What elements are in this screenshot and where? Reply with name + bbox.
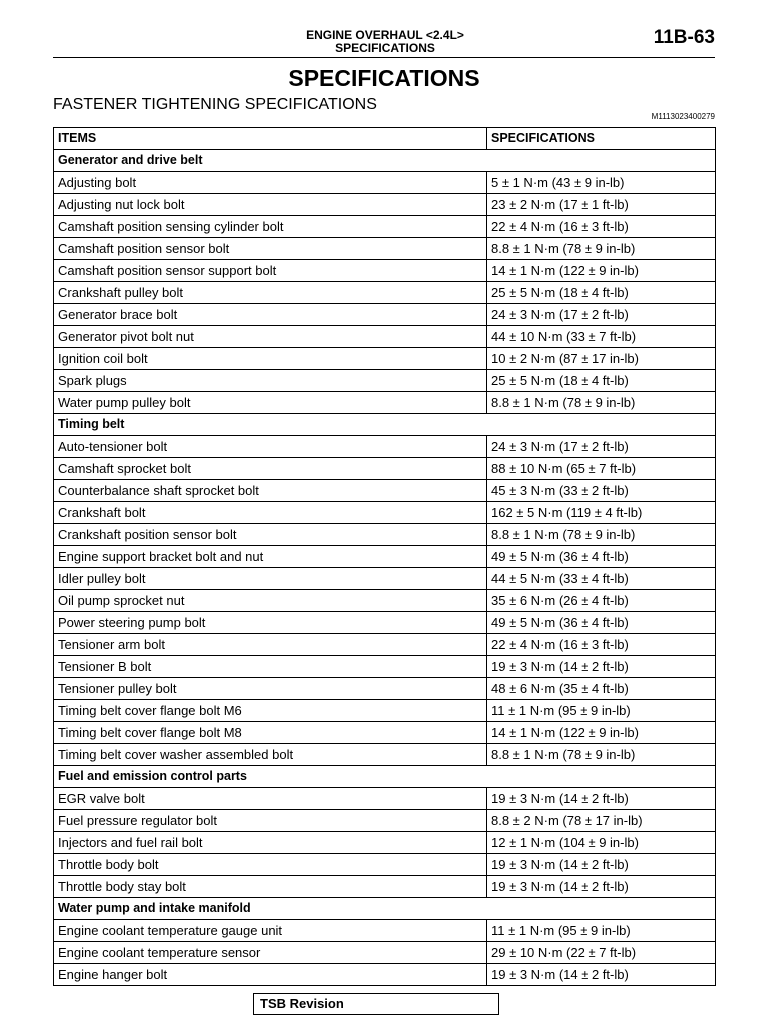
table-row: [54, 502, 716, 524]
spec-cell: 24 ± 3 N·m (17 ± 2 ft-lb): [487, 304, 716, 326]
table-header-row: [54, 128, 716, 150]
item-cell: Timing belt cover flange bolt M8: [54, 722, 487, 744]
item-cell: Adjusting bolt: [54, 172, 487, 194]
table-body: [54, 150, 716, 986]
table-row: [54, 810, 716, 832]
spec-cell: 35 ± 6 N·m (26 ± 4 ft-lb): [487, 590, 716, 612]
spec-cell: 8.8 ± 1 N·m (78 ± 9 in-lb): [487, 238, 716, 260]
item-cell: Water pump pulley bolt: [54, 392, 487, 414]
spec-cell: 49 ± 5 N·m (36 ± 4 ft-lb): [487, 546, 716, 568]
table-row: [54, 700, 716, 722]
spec-cell: 25 ± 5 N·m (18 ± 4 ft-lb): [487, 282, 716, 304]
spec-cell: 22 ± 4 N·m (16 ± 3 ft-lb): [487, 634, 716, 656]
table-row: [54, 876, 716, 898]
spec-cell: 44 ± 5 N·m (33 ± 4 ft-lb): [487, 568, 716, 590]
table-row: [54, 304, 716, 326]
spec-cell: 88 ± 10 N·m (65 ± 7 ft-lb): [487, 458, 716, 480]
table-row: [54, 172, 716, 194]
table-group-row: [54, 898, 716, 920]
item-cell: Generator brace bolt: [54, 304, 487, 326]
section-header: [230, 29, 540, 55]
table-row: [54, 260, 716, 282]
table-row: [54, 348, 716, 370]
spec-cell: 24 ± 3 N·m (17 ± 2 ft-lb): [487, 436, 716, 458]
item-cell: Power steering pump bolt: [54, 612, 487, 634]
spec-cell: 45 ± 3 N·m (33 ± 2 ft-lb): [487, 480, 716, 502]
table-row: [54, 612, 716, 634]
header-divider: [53, 57, 715, 58]
column-header-items: ITEMS: [54, 128, 487, 150]
spec-cell: 14 ± 1 N·m (122 ± 9 in-lb): [487, 722, 716, 744]
group-heading: Fuel and emission control parts: [54, 766, 716, 788]
specifications-table: [53, 127, 716, 986]
table-row: [54, 326, 716, 348]
item-cell: Camshaft position sensor support bolt: [54, 260, 487, 282]
section-subtitle: SPECIFICATIONS: [335, 41, 435, 55]
table-row: [54, 194, 716, 216]
page-number: 11B-63: [653, 27, 715, 48]
table-row: [54, 392, 716, 414]
item-cell: Timing belt cover washer assembled bolt: [54, 744, 487, 766]
item-cell: Camshaft sprocket bolt: [54, 458, 487, 480]
item-cell: Generator pivot bolt nut: [54, 326, 487, 348]
item-cell: Engine coolant temperature sensor: [54, 942, 487, 964]
item-cell: Adjusting nut lock bolt: [54, 194, 487, 216]
item-cell: Tensioner B bolt: [54, 656, 487, 678]
table-group-row: [54, 414, 716, 436]
spec-cell: 49 ± 5 N·m (36 ± 4 ft-lb): [487, 612, 716, 634]
item-cell: Ignition coil bolt: [54, 348, 487, 370]
item-cell: Counterbalance shaft sprocket bolt: [54, 480, 487, 502]
item-cell: Spark plugs: [54, 370, 487, 392]
spec-cell: 19 ± 3 N·m (14 ± 2 ft-lb): [487, 964, 716, 986]
spec-cell: 8.8 ± 1 N·m (78 ± 9 in-lb): [487, 392, 716, 414]
item-cell: Throttle body stay bolt: [54, 876, 487, 898]
spec-cell: 48 ± 6 N·m (35 ± 4 ft-lb): [487, 678, 716, 700]
item-cell: Throttle body bolt: [54, 854, 487, 876]
table-row: [54, 282, 716, 304]
table-group-row: [54, 766, 716, 788]
table-row: [54, 656, 716, 678]
table-row: [54, 458, 716, 480]
spec-cell: 14 ± 1 N·m (122 ± 9 in-lb): [487, 260, 716, 282]
table-row: [54, 436, 716, 458]
table-row: [54, 744, 716, 766]
spec-cell: 8.8 ± 1 N·m (78 ± 9 in-lb): [487, 524, 716, 546]
spec-cell: 25 ± 5 N·m (18 ± 4 ft-lb): [487, 370, 716, 392]
table-row: [54, 568, 716, 590]
table-row: [54, 788, 716, 810]
spec-cell: 12 ± 1 N·m (104 ± 9 in-lb): [487, 832, 716, 854]
spec-cell: 44 ± 10 N·m (33 ± 7 ft-lb): [487, 326, 716, 348]
table-row: [54, 920, 716, 942]
spec-cell: 19 ± 3 N·m (14 ± 2 ft-lb): [487, 876, 716, 898]
table-row: [54, 216, 716, 238]
item-cell: Engine hanger bolt: [54, 964, 487, 986]
table-row: [54, 590, 716, 612]
item-cell: Timing belt cover flange bolt M6: [54, 700, 487, 722]
document-code: M1113023400279: [651, 112, 715, 121]
spec-cell: 5 ± 1 N·m (43 ± 9 in-lb): [487, 172, 716, 194]
table-row: [54, 942, 716, 964]
spec-cell: 19 ± 3 N·m (14 ± 2 ft-lb): [487, 656, 716, 678]
item-cell: Engine coolant temperature gauge unit: [54, 920, 487, 942]
item-cell: Oil pump sprocket nut: [54, 590, 487, 612]
item-cell: Injectors and fuel rail bolt: [54, 832, 487, 854]
table-group-row: [54, 150, 716, 172]
page-title: SPECIFICATIONS: [288, 65, 480, 91]
spec-cell: 8.8 ± 1 N·m (78 ± 9 in-lb): [487, 744, 716, 766]
group-heading: Timing belt: [54, 414, 716, 436]
table-row: [54, 370, 716, 392]
table-row: [54, 634, 716, 656]
table-row: [54, 832, 716, 854]
table-row: [54, 524, 716, 546]
spec-cell: 10 ± 2 N·m (87 ± 17 in-lb): [487, 348, 716, 370]
item-cell: Camshaft position sensing cylinder bolt: [54, 216, 487, 238]
table-title: FASTENER TIGHTENING SPECIFICATIONS: [53, 96, 377, 113]
tsb-revision-box: [253, 993, 499, 1015]
table-row: [54, 678, 716, 700]
table-row: [54, 722, 716, 744]
item-cell: Crankshaft bolt: [54, 502, 487, 524]
spec-cell: 19 ± 3 N·m (14 ± 2 ft-lb): [487, 854, 716, 876]
spec-cell: 19 ± 3 N·m (14 ± 2 ft-lb): [487, 788, 716, 810]
item-cell: Engine support bracket bolt and nut: [54, 546, 487, 568]
item-cell: Camshaft position sensor bolt: [54, 238, 487, 260]
spec-cell: 11 ± 1 N·m (95 ± 9 in-lb): [487, 920, 716, 942]
column-header-specifications: SPECIFICATIONS: [487, 128, 716, 150]
table-row: [54, 546, 716, 568]
spec-cell: 162 ± 5 N·m (119 ± 4 ft-lb): [487, 502, 716, 524]
section-title: ENGINE OVERHAUL <2.4L>: [306, 28, 464, 42]
table-row: [54, 964, 716, 986]
tsb-revision-label: TSB Revision: [260, 996, 344, 1011]
spec-cell: 22 ± 4 N·m (16 ± 3 ft-lb): [487, 216, 716, 238]
item-cell: Tensioner arm bolt: [54, 634, 487, 656]
spec-cell: 8.8 ± 2 N·m (78 ± 17 in-lb): [487, 810, 716, 832]
table-row: [54, 480, 716, 502]
table-row: [54, 238, 716, 260]
item-cell: EGR valve bolt: [54, 788, 487, 810]
item-cell: Crankshaft pulley bolt: [54, 282, 487, 304]
table-row: [54, 854, 716, 876]
item-cell: Tensioner pulley bolt: [54, 678, 487, 700]
spec-cell: 11 ± 1 N·m (95 ± 9 in-lb): [487, 700, 716, 722]
item-cell: Crankshaft position sensor bolt: [54, 524, 487, 546]
item-cell: Auto-tensioner bolt: [54, 436, 487, 458]
spec-cell: 29 ± 10 N·m (22 ± 7 ft-lb): [487, 942, 716, 964]
spec-cell: 23 ± 2 N·m (17 ± 1 ft-lb): [487, 194, 716, 216]
item-cell: Fuel pressure regulator bolt: [54, 810, 487, 832]
item-cell: Idler pulley bolt: [54, 568, 487, 590]
group-heading: Generator and drive belt: [54, 150, 716, 172]
group-heading: Water pump and intake manifold: [54, 898, 716, 920]
